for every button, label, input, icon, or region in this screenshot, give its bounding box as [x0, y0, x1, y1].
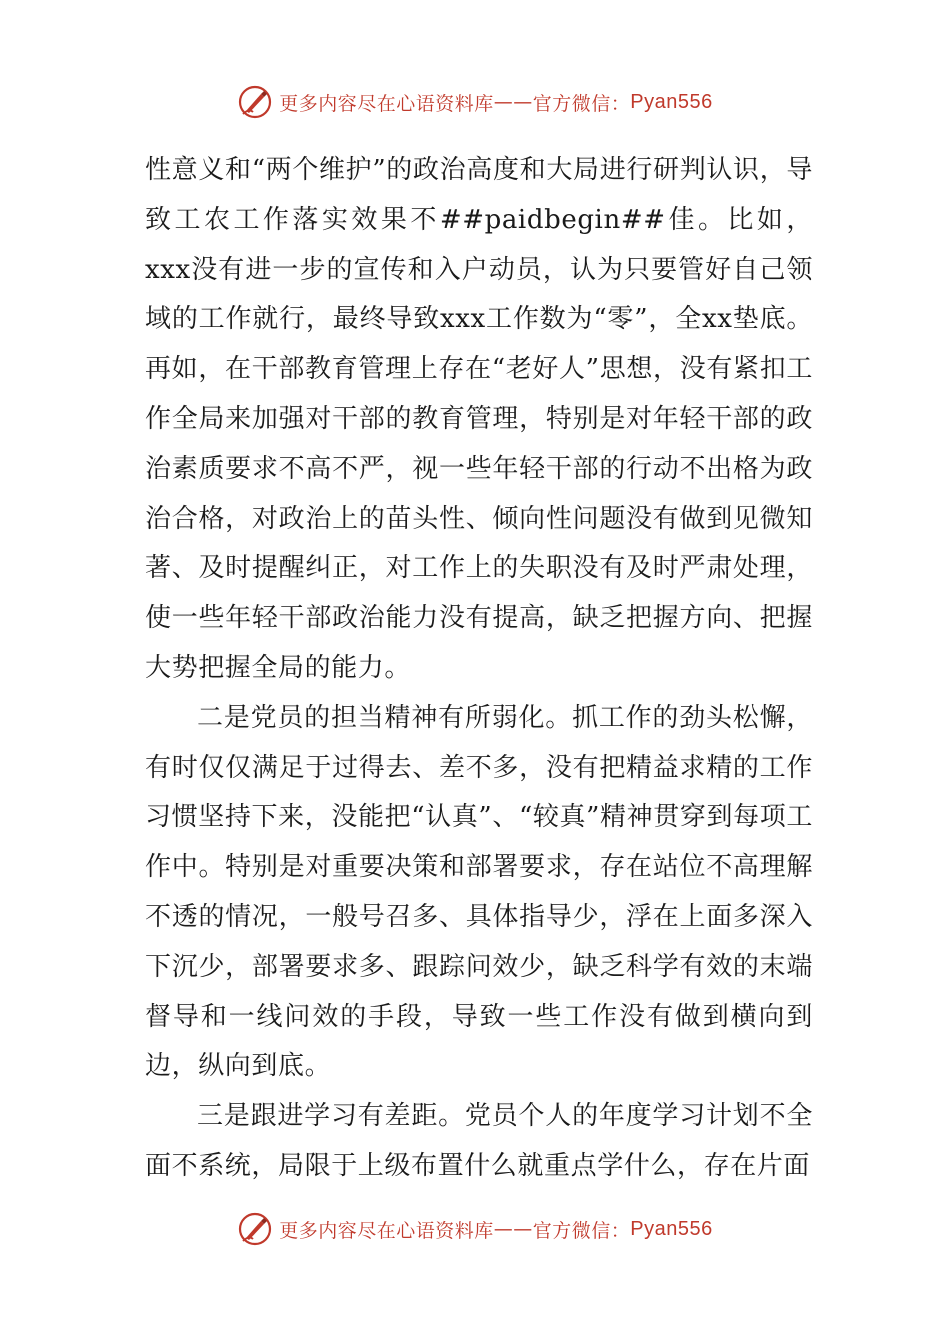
watermark-wechat-label: 官方微信：: [532, 1219, 631, 1242]
document-body: [145, 146, 813, 1192]
footer-watermark: [0, 1209, 950, 1249]
header-watermark: [0, 82, 950, 122]
pen-seal-icon: [237, 1211, 273, 1247]
watermark-wechat-id: Pyan556: [630, 90, 713, 113]
watermark-label: 更多内容尽在心语资料库: [279, 92, 494, 115]
paragraph-3: 三是跟进学习有差距。党员个人的年度学习计划不全面不系统，局限于上级布置什么就重点学什么，存在片面: [145, 1101, 813, 1181]
watermark-label: 更多内容尽在心语资料库: [279, 1219, 494, 1242]
watermark-wechat-label: 官方微信：: [532, 92, 631, 115]
pen-seal-icon: [237, 84, 273, 120]
watermark-separator: ——: [493, 1218, 533, 1240]
paragraph-1: 性意义和“两个维护”的政治高度和大局进行研判认识，导致工农工作落实效果不##paidbegin##佳。比如，xxx没有进一步的宣传和入户动员，认为只要管好自己领域的工作就行，最终导致xxx工作数为“零”，全xx垫底。再如，在干部教育管理上存在“老好人”思想，没有紧扣工作全局来加强对干部的教育管理，特别是对年轻干部的政治素质要求不高不严，视一些年轻干部的行动不出格为政治合格，对政治上的苗头性、倾向性问题没有做到见微知著、及时提醒纠正，对工作上的失职没有及时严肃处理，使一些年轻干部政治能力没有提高，缺乏把握方向、把握大势把握全局的能力。: [145, 155, 813, 683]
watermark-wechat-id: Pyan556: [630, 1217, 713, 1240]
paragraph-2: 二是党员的担当精神有所弱化。抓工作的劲头松懈，有时仅仅满足于过得去、差不多，没有把精益求精的工作习惯坚持下来，没能把“认真”、“较真”精神贯穿到每项工作中。特别是对重要决策和部署要求，存在站位不高理解不透的情况，一般号召多、具体指导少，浮在上面多深入下沉少，部署要求多、跟踪问效少，缺乏科学有效的末端督导和一线问效的手段，导致一些工作没有做到横向到边，纵向到底。: [145, 702, 813, 1082]
watermark-separator: ——: [493, 91, 533, 113]
